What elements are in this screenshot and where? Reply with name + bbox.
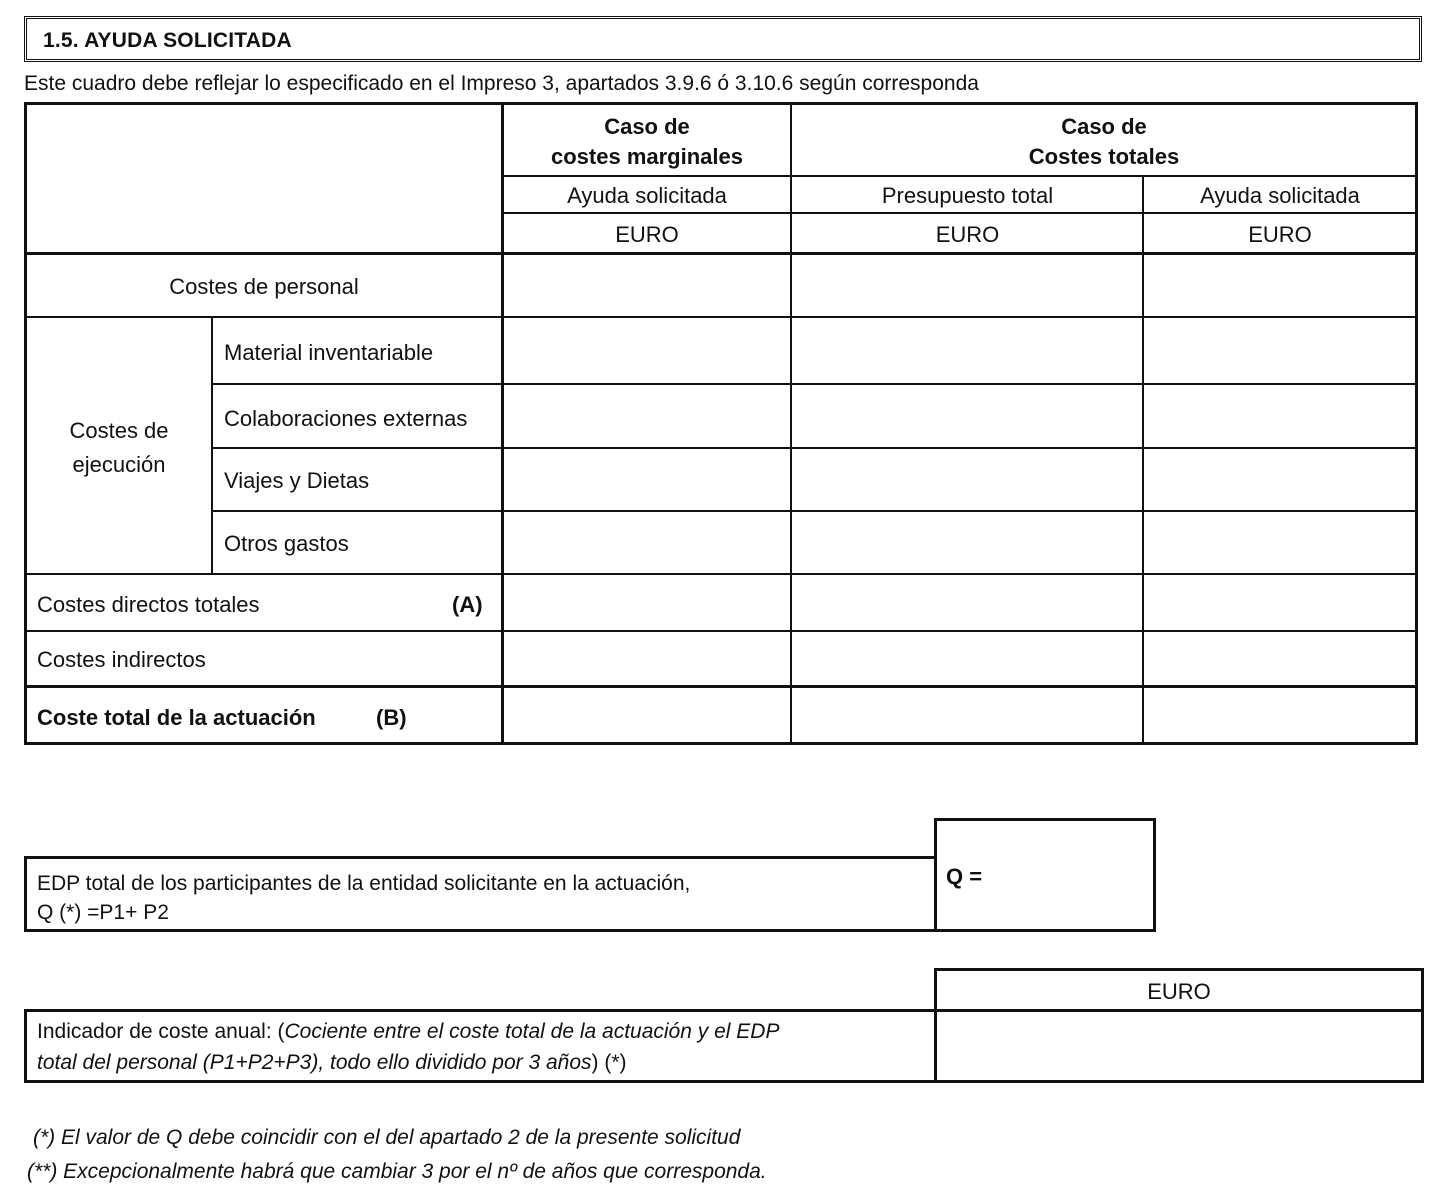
cell-viajes-total-ayuda[interactable]: [1144, 449, 1415, 510]
header-col2-unit: EURO: [935, 222, 1000, 247]
header-col1-sub: Ayuda solicitada: [567, 183, 727, 208]
row-label-ejecucion-line2: ejecución: [72, 452, 166, 477]
row-label-total: Coste total de la actuación: [37, 705, 316, 730]
cell-total-total-presupuesto[interactable]: [792, 688, 1142, 742]
row-label-material: Material inventariable: [224, 340, 434, 365]
row-label-ejecucion-line1: Costes de: [69, 418, 169, 443]
q-input[interactable]: [990, 822, 1152, 928]
section-title: [24, 16, 1422, 62]
header-col1-unit: EURO: [615, 222, 679, 247]
cell-viajes-total-presupuesto[interactable]: [792, 449, 1142, 510]
row-label-indirectos: Costes indirectos: [37, 647, 206, 672]
cell-directos-total-ayuda[interactable]: [1144, 575, 1415, 630]
row-tag-total: (B): [376, 705, 407, 730]
edp-label: [37, 869, 690, 927]
header-col3-unit: EURO: [1248, 222, 1312, 247]
header-totales: [792, 112, 1416, 172]
row-label-ejecucion: [27, 414, 211, 482]
cell-personal-marginal-ayuda[interactable]: [504, 255, 790, 316]
indicator-prefix: Indicador de coste anual: (: [37, 1020, 285, 1043]
footnote-1: (*) El valor de Q debe coincidir con el del apartado 2 de la presente solicitud: [33, 1126, 741, 1149]
cell-directos-marginal-ayuda[interactable]: [504, 575, 790, 630]
indicator-italic2: total del personal (P1+P2+P3), todo ello dividido por 3 años: [37, 1051, 592, 1074]
cell-total-marginal-ayuda[interactable]: [504, 688, 790, 742]
header-totales-line2: Costes totales: [1028, 144, 1180, 169]
cell-directos-total-presupuesto[interactable]: [792, 575, 1142, 630]
footnote-2: (**) Excepcionalmente habrá que cambiar 3 por el nº de años que corresponda.: [27, 1160, 767, 1183]
indicator-unit: EURO: [1147, 979, 1211, 1004]
header-marginal-line2: costes marginales: [551, 144, 743, 169]
header-totales-line1: Caso de: [1061, 114, 1147, 139]
row-label-otros: Otros gastos: [224, 531, 349, 556]
cell-material-total-ayuda[interactable]: [1144, 318, 1415, 383]
cell-indirectos-total-ayuda[interactable]: [1144, 632, 1415, 685]
edp-label-line2: Q (*) =P1+ P2: [37, 901, 169, 924]
indicator-label: [37, 1016, 779, 1078]
row-label-viajes: Viajes y Dietas: [224, 468, 370, 493]
cell-personal-total-ayuda[interactable]: [1144, 255, 1415, 316]
cell-viajes-marginal-ayuda[interactable]: [504, 449, 790, 510]
edp-label-line1: EDP total de los participantes de la entidad solicitante en la actuación,: [37, 872, 691, 895]
cell-personal-total-presupuesto[interactable]: [792, 255, 1142, 316]
header-marginal-line1: Caso de: [604, 114, 690, 139]
header-col3-sub: Ayuda solicitada: [1200, 183, 1360, 208]
cell-indirectos-marginal-ayuda[interactable]: [504, 632, 790, 685]
cell-indirectos-total-presupuesto[interactable]: [792, 632, 1142, 685]
cell-colaboraciones-marginal-ayuda[interactable]: [504, 385, 790, 447]
indicator-input[interactable]: [937, 1012, 1421, 1080]
cell-otros-total-ayuda[interactable]: [1144, 512, 1415, 573]
cell-material-marginal-ayuda[interactable]: [504, 318, 790, 383]
row-label-personal: Costes de personal: [169, 274, 359, 299]
cell-colaboraciones-total-presupuesto[interactable]: [792, 385, 1142, 447]
header-marginal: [503, 112, 791, 172]
cell-material-total-presupuesto[interactable]: [792, 318, 1142, 383]
q-label: Q =: [946, 864, 983, 889]
section-title-text: 1.5. AYUDA SOLICITADA: [43, 29, 292, 52]
cell-colaboraciones-total-ayuda[interactable]: [1144, 385, 1415, 447]
header-col2-sub: Presupuesto total: [881, 183, 1054, 208]
cell-otros-total-presupuesto[interactable]: [792, 512, 1142, 573]
row-tag-directos: (A): [452, 592, 483, 617]
cell-total-total-ayuda[interactable]: [1144, 688, 1415, 742]
row-label-directos: Costes directos totales: [37, 592, 260, 617]
row-label-colaboraciones: Colaboraciones externas: [224, 406, 468, 431]
indicator-italic1: Cociente entre el coste total de la actuación y el EDP: [284, 1020, 780, 1043]
cell-otros-marginal-ayuda[interactable]: [504, 512, 790, 573]
section-intro: Este cuadro debe reflejar lo especificado en el Impreso 3, apartados 3.9.6 ó 3.10.6 según corresponda: [24, 72, 979, 95]
indicator-suffix: ) (*): [591, 1051, 627, 1074]
